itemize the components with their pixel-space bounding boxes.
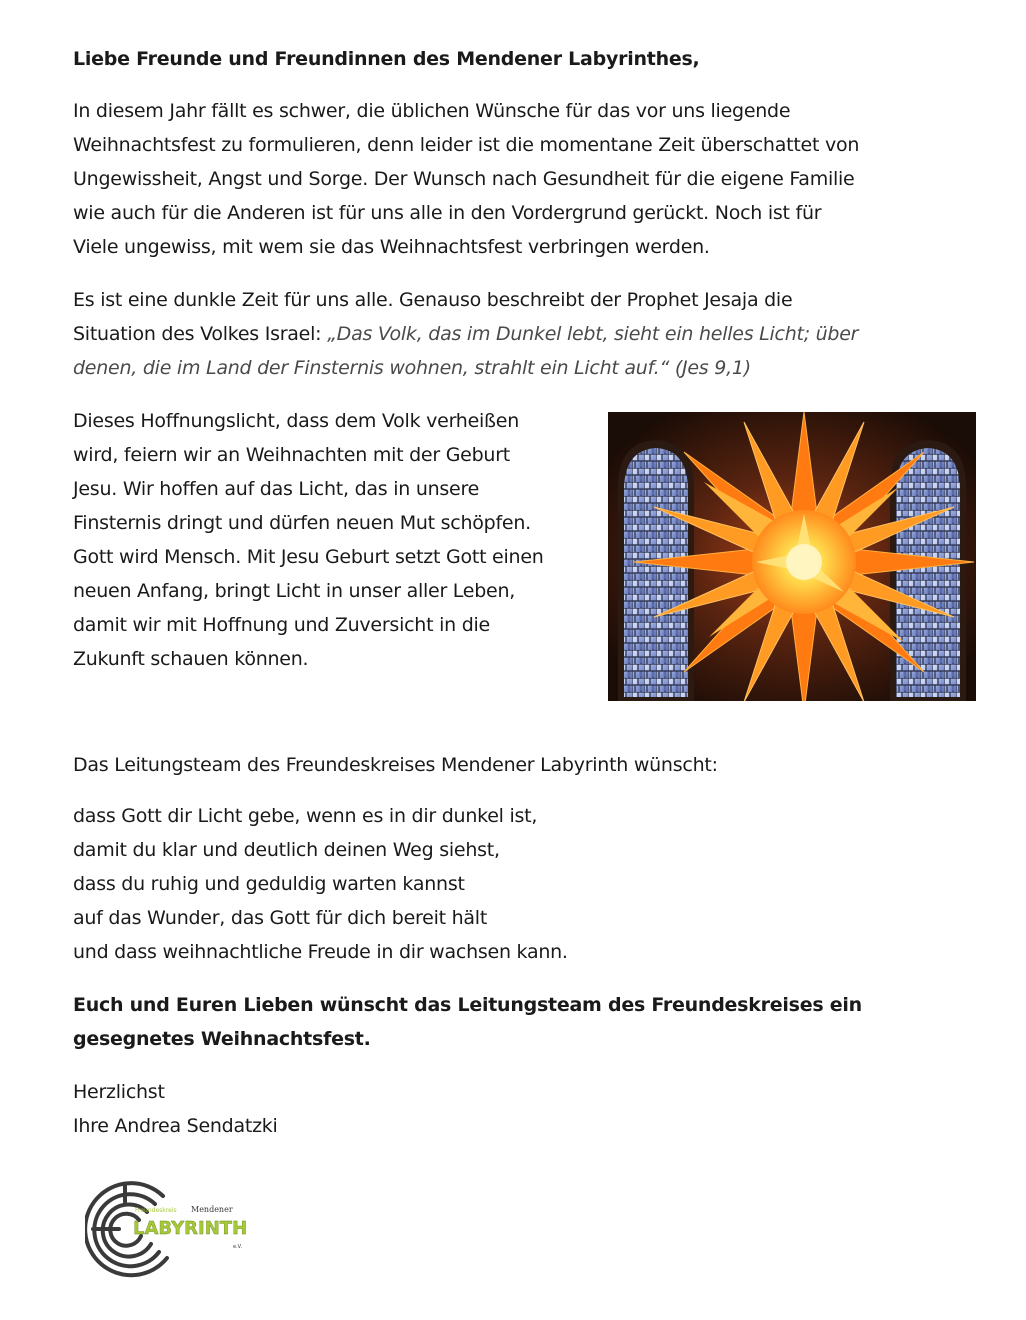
- verse-line: auf das Wunder, das Gott für dich bereit hält: [73, 907, 488, 929]
- text-line: Zukunft schauen können.: [73, 648, 309, 670]
- christmas-star-photo: [608, 412, 976, 701]
- text-line: Finsternis dringt und dürfen neuen Mut schöpfen.: [73, 512, 531, 534]
- text-line: Gott wird Mensch. Mit Jesu Geburt setzt Gott einen: [73, 546, 544, 568]
- text-line: wie auch für die Anderen ist für uns alle in den Vordergrund gerückt. Noch ist für: [73, 202, 822, 224]
- text-line: Jesu. Wir hoffen auf das Licht, das in unsere: [73, 478, 480, 500]
- text-line: Euch und Euren Lieben wünscht das Leitungsteam des Freundeskreises ein: [73, 994, 862, 1016]
- logo-suffix: e.V.: [233, 1244, 243, 1250]
- paragraph-prophet: [73, 283, 858, 385]
- text-line: Ungewissheit, Angst und Sorge. Der Wunsch nach Gesundheit für die eigene Familie: [73, 168, 855, 190]
- text-line: gesegnetes Weihnachtsfest.: [73, 1028, 371, 1050]
- text-line: Viele ungewiss, mit wem sie das Weihnachtsfest verbringen werden.: [73, 236, 710, 258]
- salutation: Herzlichst: [73, 1081, 165, 1103]
- text-line: wird, feiern wir an Weihnachten mit der Geburt: [73, 444, 510, 466]
- logo-small-left: Freundeskreis: [135, 1207, 177, 1214]
- blessing-verse: [73, 799, 568, 969]
- greeting: Liebe Freunde und Freundinnen des Mendener Labyrinthes,: [73, 48, 700, 70]
- closing-wish: [73, 988, 862, 1056]
- team-wish-intro: Das Leitungsteam des Freundeskreises Mendener Labyrinth wünscht:: [73, 754, 718, 776]
- logo-small-right: Mendener: [191, 1205, 233, 1214]
- text-line: Dieses Hoffnungslicht, dass dem Volk verheißen: [73, 410, 520, 432]
- text-line: Es ist eine dunkle Zeit für uns alle. Genauso beschreibt der Prophet Jesaja die: [73, 289, 793, 311]
- paragraph-hope: [73, 404, 544, 676]
- bible-quote-continued: denen, die im Land der Finsternis wohnen, strahlt ein Licht auf.“ (Jes 9,1): [73, 357, 751, 379]
- labyrinth-logo: [85, 1178, 250, 1280]
- paragraph-intro: [73, 94, 859, 264]
- signature-block: [73, 1075, 278, 1143]
- verse-line: damit du klar und deutlich deinen Weg siehst,: [73, 839, 500, 861]
- text-line: damit wir mit Hoffnung und Zuversicht in die: [73, 614, 490, 636]
- verse-line: dass du ruhig und geduldig warten kannst: [73, 873, 465, 895]
- quote-intro: Situation des Volkes Israel:: [73, 323, 328, 345]
- text-line: In diesem Jahr fällt es schwer, die üblichen Wünsche für das vor uns liegende: [73, 100, 791, 122]
- text-line: neuen Anfang, bringt Licht in unser aller Leben,: [73, 580, 516, 602]
- text-line: [73, 317, 858, 351]
- verse-line: dass Gott dir Licht gebe, wenn es in dir dunkel ist,: [73, 805, 538, 827]
- logo-main-text: LABYRINTH: [133, 1218, 248, 1239]
- signer-name: Ihre Andrea Sendatzki: [73, 1115, 278, 1137]
- text-line: Weihnachtsfest zu formulieren, denn leider ist die momentane Zeit überschattet von: [73, 134, 860, 156]
- verse-line: und dass weihnachtliche Freude in dir wachsen kann.: [73, 941, 568, 963]
- bible-quote: „Das Volk, das im Dunkel lebt, sieht ein helles Licht; über: [327, 323, 859, 345]
